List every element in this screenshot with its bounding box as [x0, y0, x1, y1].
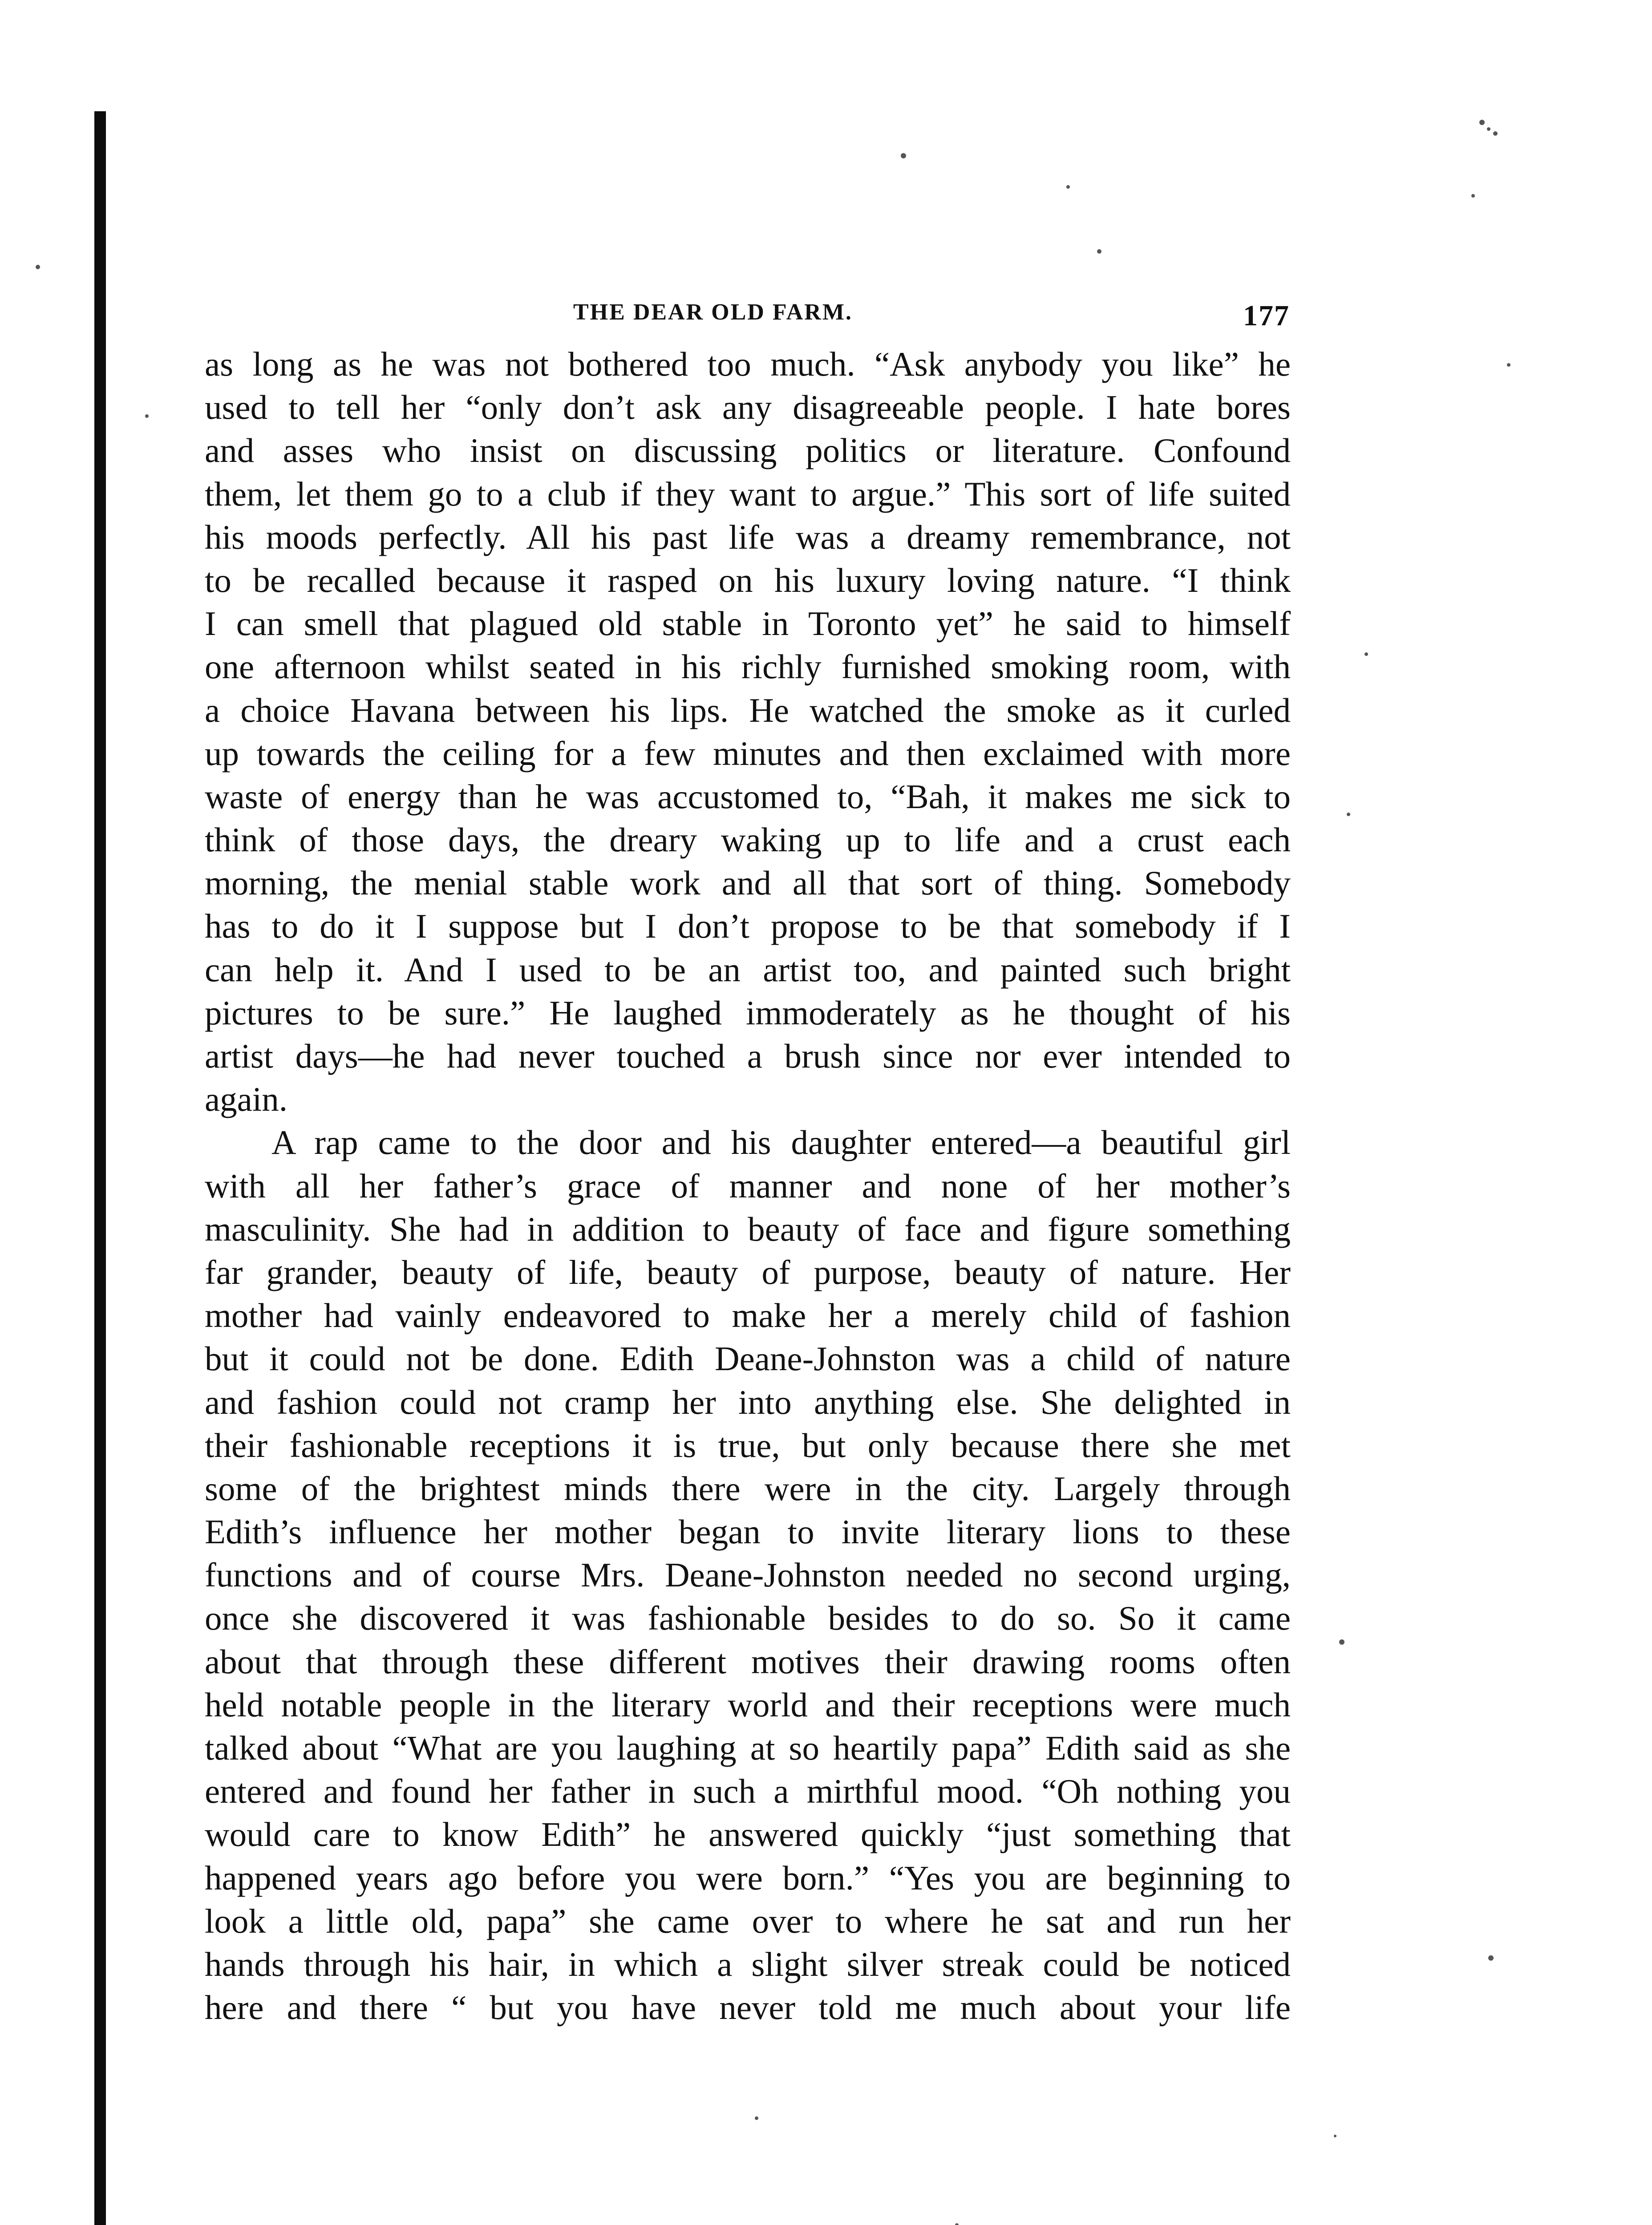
- text-line: their fashionable receptions it is true, but only because there she met: [205, 1426, 1291, 1464]
- text-line: once she discovered it was fashionable besides to do so. So it came: [205, 1599, 1291, 1638]
- text-line: has to do it I suppose but I don’t propose to be that somebody if I: [205, 907, 1291, 946]
- text-line: think of those days, the dreary waking up to life and a crust each: [205, 821, 1291, 859]
- body-text: [205, 343, 1291, 2029]
- text-line: A rap came to the door and his daughter entered—a beautiful girl: [271, 1123, 1291, 1162]
- text-line: held notable people in the literary world and their receptions were much: [205, 1685, 1291, 1724]
- text-line: artist days—he had never touched a brush since nor ever intended to: [205, 1037, 1291, 1075]
- text-line: would care to know Edith” he answered quickly “just something that: [205, 1815, 1291, 1854]
- text-line: them, let them go to a club if they want to argue.” This sort of life suited: [205, 474, 1291, 513]
- text-line: used to tell her “only don’t ask any disagreeable people. I hate bores: [205, 388, 1291, 427]
- text-line: here and there “ but you have never told me much about your life: [205, 1988, 1291, 2027]
- paragraph: [205, 343, 1291, 1121]
- page-number: 177: [1243, 299, 1290, 332]
- text-line: talked about “What are you laughing at so heartily papa” Edith said as she: [205, 1729, 1291, 1767]
- text-line: I can smell that plagued old stable in Toronto yet” he said to himself: [205, 604, 1291, 643]
- text-line: and fashion could not cramp her into anything else. She delighted in: [205, 1383, 1291, 1421]
- text-line: hands through his hair, in which a slight silver streak could be noticed: [205, 1945, 1291, 1983]
- binding-edge: [94, 111, 106, 2225]
- text-line: again.: [205, 1080, 287, 1119]
- text-line: his moods perfectly. All his past life was a dreamy remembrance, not: [205, 518, 1291, 556]
- text-line: waste of energy than he was accustomed to, “Bah, it makes me sick to: [205, 777, 1291, 816]
- text-line: to be recalled because it rasped on his luxury loving nature. “I think: [205, 561, 1291, 599]
- text-line: look a little old, papa” she came over to where he sat and run her: [205, 1901, 1291, 1940]
- text-line: a choice Havana between his lips. He watched the smoke as it curled: [205, 691, 1291, 729]
- text-line: functions and of course Mrs. Deane-Johnston needed no second urging,: [205, 1556, 1291, 1594]
- text-line: with all her father’s grace of manner and none of her mother’s: [205, 1166, 1291, 1205]
- text-line: and asses who insist on discussing politics or literature. Confound: [205, 431, 1291, 470]
- page-header: [573, 299, 1290, 335]
- text-line: masculinity. She had in addition to beauty of face and figure something: [205, 1210, 1291, 1248]
- paragraph: [205, 1121, 1291, 2029]
- text-line: as long as he was not bothered too much. “Ask anybody you like” he: [205, 345, 1291, 383]
- text-line: some of the brightest minds there were in the city. Largely through: [205, 1469, 1291, 1508]
- text-line: up towards the ceiling for a few minutes and then exclaimed with more: [205, 734, 1291, 773]
- text-line: happened years ago before you were born.” “Yes you are beginning to: [205, 1858, 1291, 1897]
- text-line: about that through these different motives their drawing rooms often: [205, 1642, 1291, 1681]
- text-line: entered and found her father in such a mirthful mood. “Oh nothing you: [205, 1772, 1291, 1811]
- text-line: but it could not be done. Edith Deane-Johnston was a child of nature: [205, 1339, 1291, 1378]
- text-line: one afternoon whilst seated in his richly furnished smoking room, with: [205, 647, 1291, 686]
- text-line: Edith’s influence her mother began to invite literary lions to these: [205, 1513, 1291, 1551]
- running-head: THE DEAR OLD FARM.: [573, 299, 853, 325]
- text-line: morning, the menial stable work and all that sort of thing. Somebody: [205, 864, 1291, 902]
- text-line: far grander, beauty of life, beauty of purpose, beauty of nature. Her: [205, 1253, 1291, 1291]
- text-line: pictures to be sure.” He laughed immoderately as he thought of his: [205, 993, 1291, 1032]
- text-line: can help it. And I used to be an artist too, and painted such bright: [205, 950, 1291, 989]
- text-line: mother had vainly endeavored to make her a merely child of fashion: [205, 1296, 1291, 1335]
